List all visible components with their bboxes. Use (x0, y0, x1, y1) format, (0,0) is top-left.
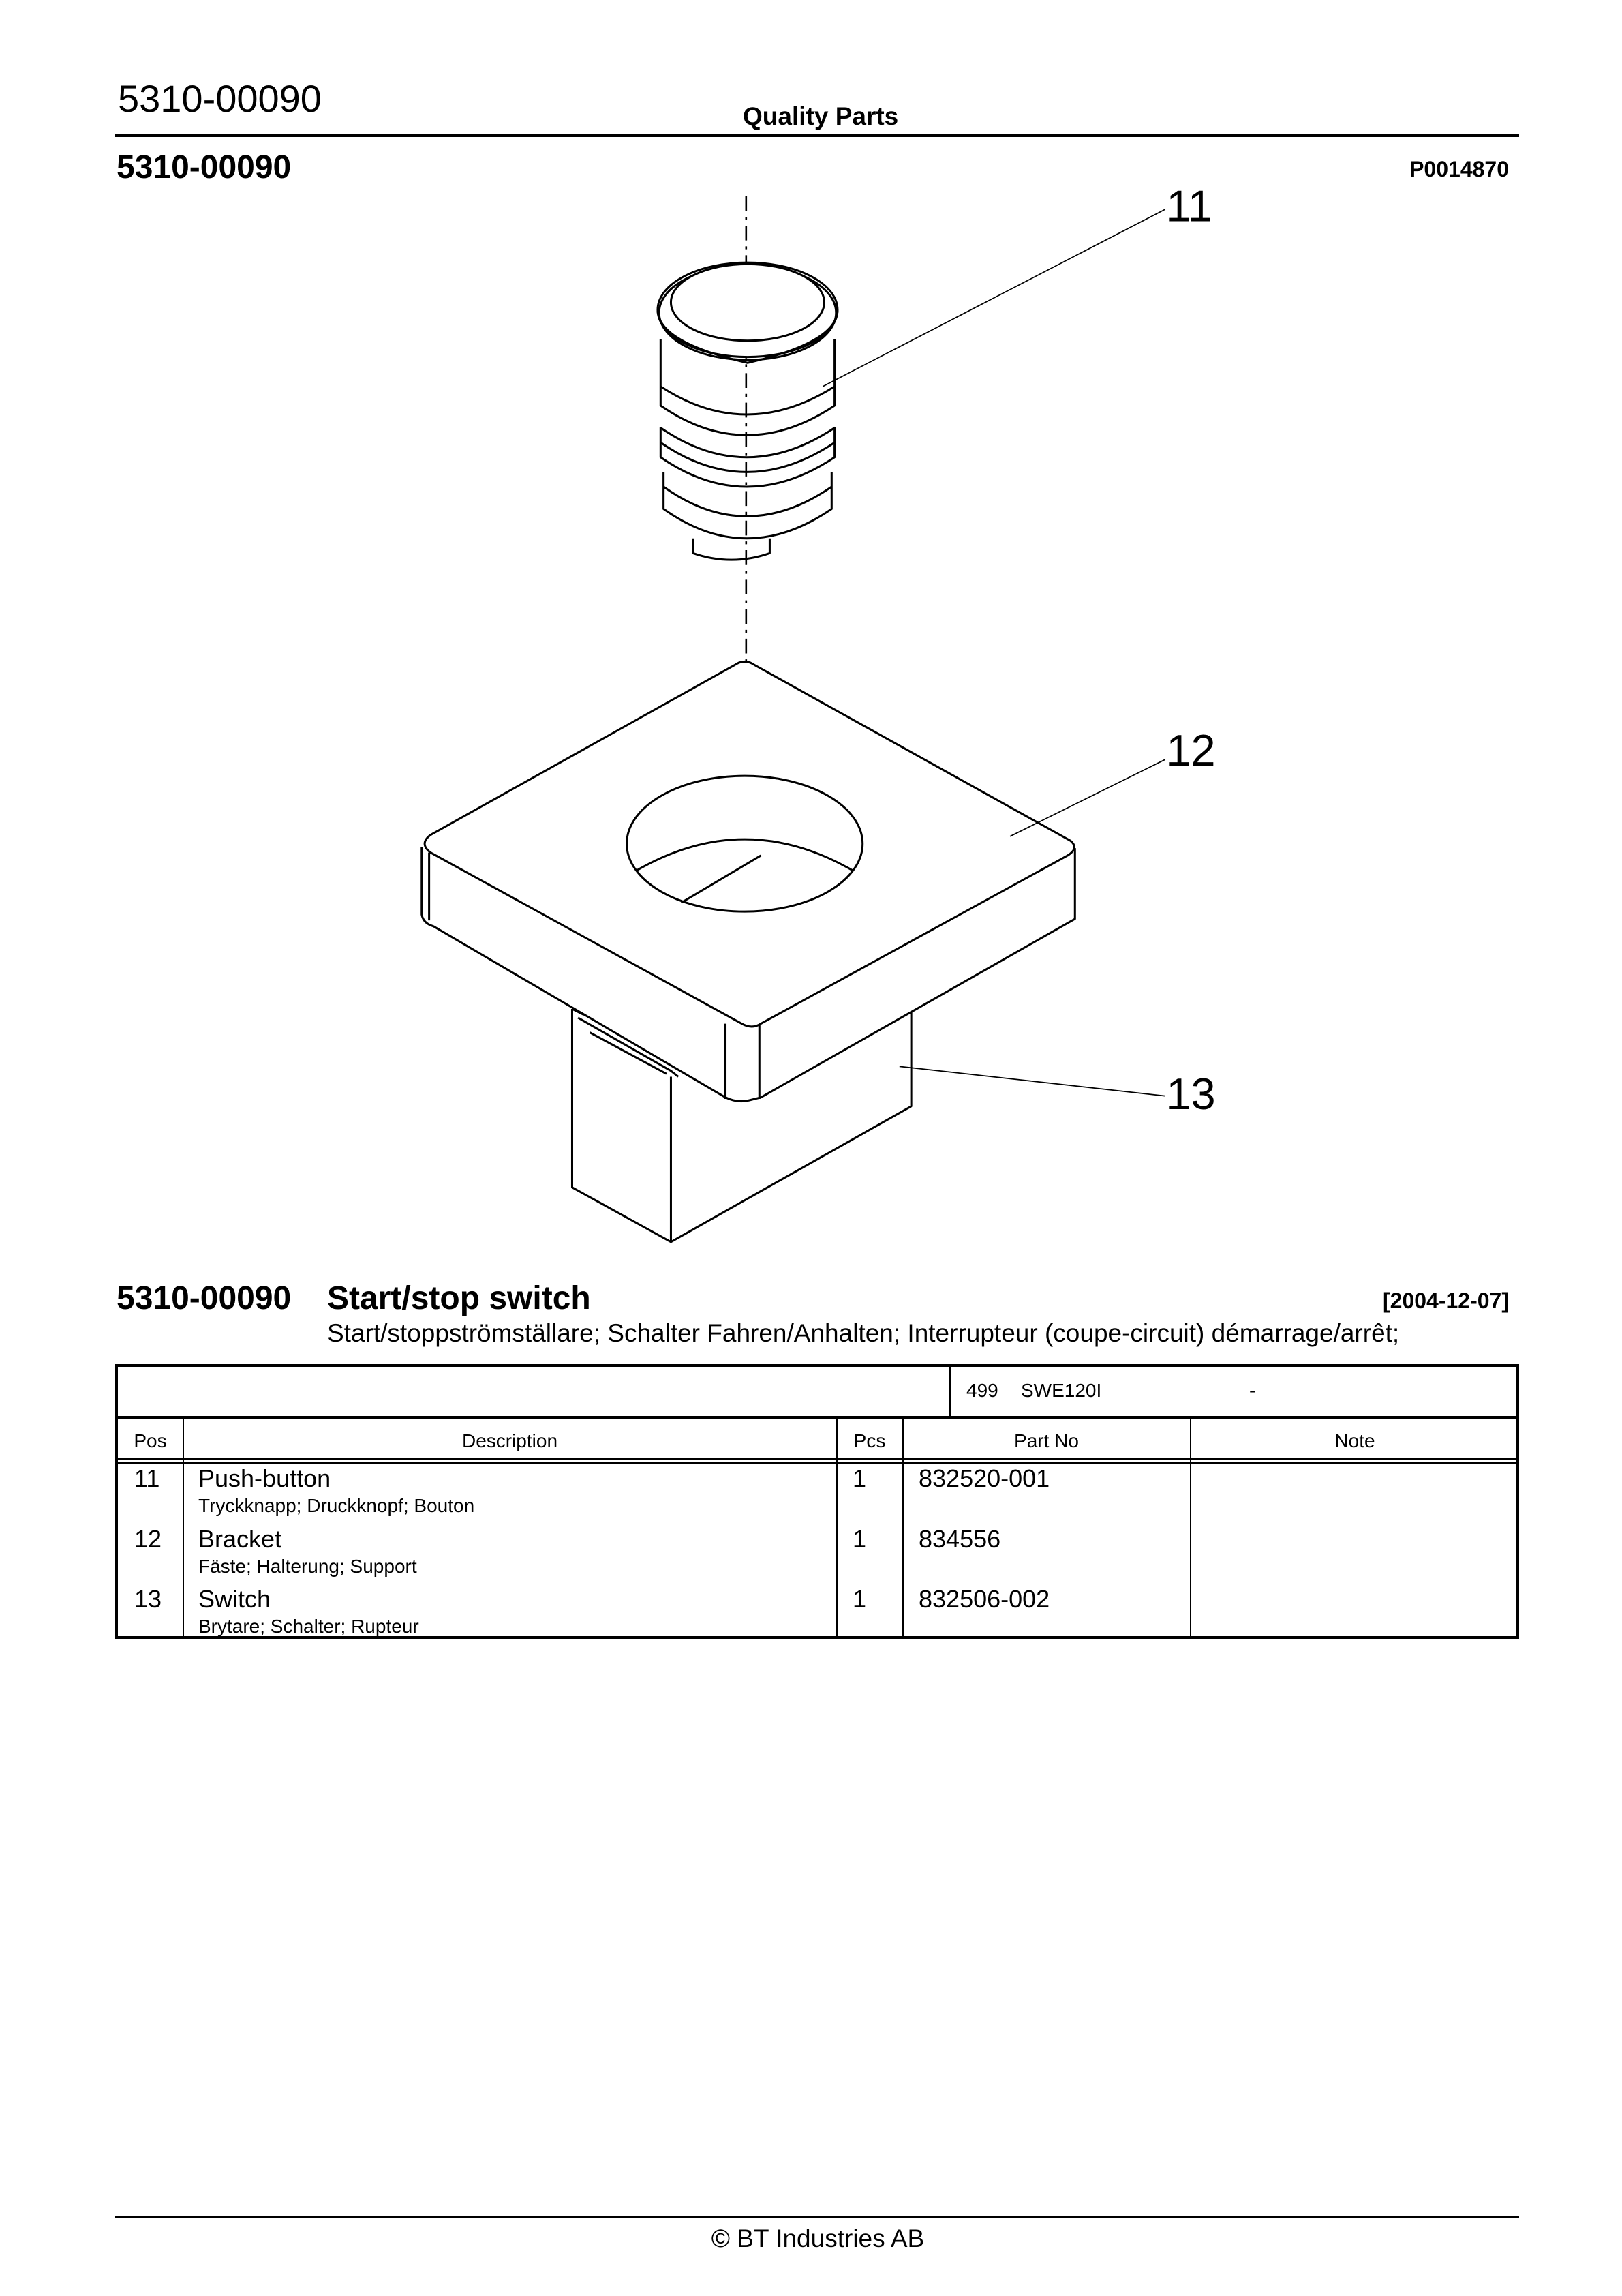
group-title: Start/stop switch (327, 1280, 591, 1316)
validity-model: SWE120I (1021, 1380, 1102, 1401)
illustration-id: P0014870 (1409, 157, 1509, 181)
callout-11: 11 (1166, 181, 1212, 231)
header-top-rule (118, 1416, 1516, 1419)
callout-13: 13 (1166, 1069, 1216, 1119)
switch-part (572, 1009, 911, 1242)
row-translations: Tryckknapp; Druckknopf; Bouton (198, 1495, 475, 1516)
page-header-title: Quality Parts (743, 102, 899, 130)
column-header-pcs: Pcs (853, 1430, 886, 1451)
validity-divider (949, 1367, 951, 1417)
row-description: Push-button (198, 1464, 331, 1492)
row-pos: 13 (134, 1585, 162, 1613)
leader-line-12 (1010, 759, 1165, 836)
row-pos: 12 (134, 1525, 162, 1553)
row-part-no: 832506-002 (919, 1585, 1050, 1613)
row-description: Bracket (198, 1525, 282, 1553)
document-number: 5310-00090 (118, 77, 322, 120)
header-bottom-rule-2 (118, 1462, 1516, 1464)
header-bottom-rule (118, 1458, 1516, 1460)
column-header-pos: Pos (134, 1430, 167, 1451)
column-header-part-no: Part No (1014, 1430, 1079, 1451)
group-translations: Start/stoppströmställare; Schalter Fahren/Anhalten; Interrupteur (coupe-circuit) démarrage/arrêt; (327, 1319, 1400, 1347)
leader-line-11 (823, 209, 1165, 387)
bracket-part (422, 661, 1075, 1101)
parts-table (115, 1364, 1519, 1639)
row-pcs: 1 (853, 1585, 867, 1613)
column-header-description: Description (461, 1430, 558, 1451)
footer-copyright: © BT Industries AB (711, 2224, 925, 2252)
row-pcs: 1 (853, 1464, 867, 1492)
row-part-no: 832520-001 (919, 1464, 1050, 1492)
row-translations: Brytare; Schalter; Rupteur (198, 1616, 419, 1637)
row-description: Switch (198, 1585, 271, 1613)
column-header-note: Note (1334, 1430, 1375, 1451)
leader-line-13 (900, 1066, 1165, 1096)
group-date: [2004-12-07] (1383, 1288, 1509, 1313)
section-number: 5310-00090 (117, 149, 292, 185)
row-part-no: 834556 (919, 1525, 1001, 1553)
validity-code: 499 (966, 1380, 998, 1401)
row-pos: 11 (134, 1464, 160, 1492)
row-translations: Fäste; Halterung; Support (198, 1556, 417, 1577)
callout-12: 12 (1166, 725, 1216, 775)
validity-range: - (1249, 1380, 1256, 1401)
push-button-part (658, 262, 838, 560)
footer-rule (115, 2216, 1519, 2218)
row-pcs: 1 (853, 1525, 867, 1553)
group-number: 5310-00090 (117, 1280, 292, 1316)
